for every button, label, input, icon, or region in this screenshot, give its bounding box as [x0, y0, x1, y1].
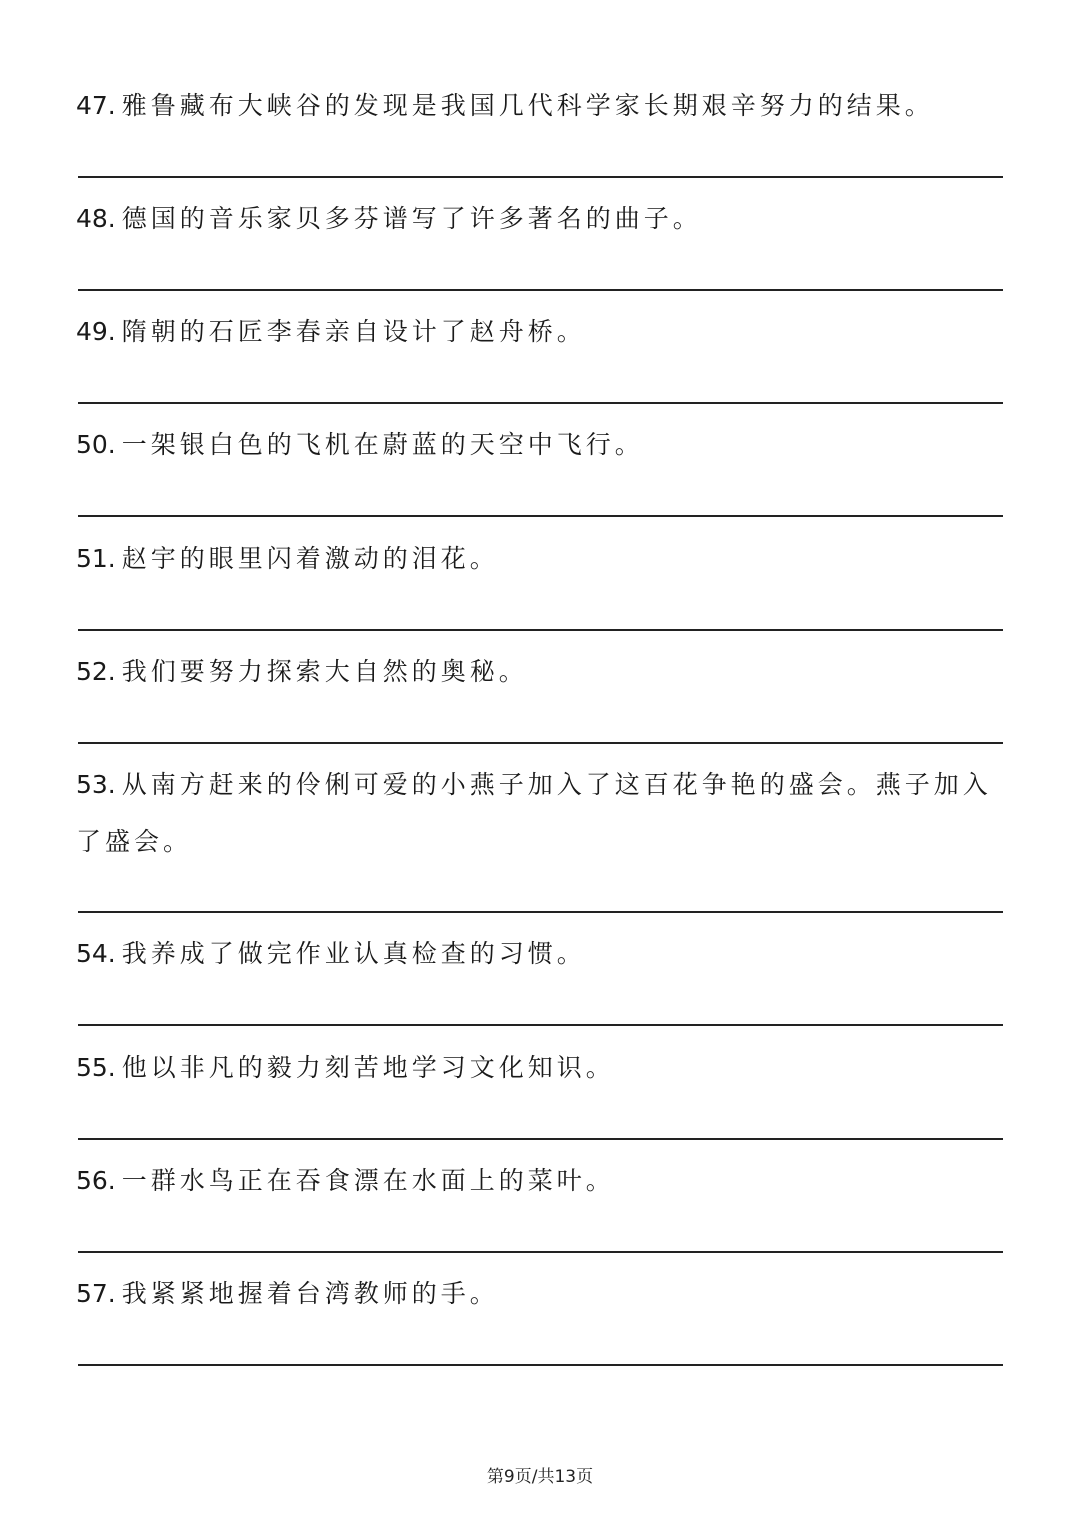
question-text: [76, 530, 1004, 587]
answer-line[interactable]: [78, 742, 1003, 744]
question-sentence: 一架银白色的飞机在蔚蓝的天空中飞行。: [121, 430, 644, 459]
question-number: 53.: [76, 770, 116, 799]
question-sentence: 我养成了做完作业认真检查的习惯。: [121, 939, 586, 968]
question-sentence: 一群水鸟正在吞食漂在水面上的菜叶。: [121, 1166, 615, 1195]
question-sentence: 赵宇的眼里闪着激动的泪花。: [121, 544, 499, 573]
question-number: 57.: [76, 1279, 116, 1308]
answer-line[interactable]: [78, 515, 1003, 517]
question-48: [76, 190, 1004, 247]
question-55: [76, 1039, 1004, 1096]
question-number: 48.: [76, 204, 116, 233]
question-number: 55.: [76, 1053, 116, 1082]
answer-line[interactable]: [78, 1138, 1003, 1140]
question-52: [76, 643, 1004, 700]
question-text: [76, 303, 1004, 360]
question-sentence: 德国的音乐家贝多芬谱写了许多著名的曲子。: [121, 204, 702, 233]
question-sentence: 我紧紧地握着台湾教师的手。: [121, 1279, 499, 1308]
question-text: [76, 925, 1004, 982]
question-47: [76, 77, 1004, 134]
question-text: [76, 1265, 1004, 1322]
answer-line[interactable]: [78, 176, 1003, 178]
page-number-footer: 第9页/共13页: [486, 1467, 594, 1487]
answer-line[interactable]: [78, 911, 1003, 913]
question-number: 52.: [76, 657, 116, 686]
question-49: [76, 303, 1004, 360]
question-text: [76, 190, 1004, 247]
question-sentence: 从南方赶来的伶俐可爱的小燕子加入了这百花争艳的盛会。燕子加入了盛会。: [76, 770, 992, 856]
answer-line[interactable]: [78, 1024, 1003, 1026]
question-text: [76, 1152, 1004, 1209]
answer-line[interactable]: [78, 289, 1003, 291]
question-number: 49.: [76, 317, 116, 346]
question-51: [76, 530, 1004, 587]
answer-line[interactable]: [78, 1364, 1003, 1366]
question-text: [76, 643, 1004, 700]
question-text: [76, 1039, 1004, 1096]
question-sentence: 雅鲁藏布大峡谷的发现是我国几代科学家长期艰辛努力的结果。: [121, 91, 934, 120]
question-57: [76, 1265, 1004, 1322]
question-sentence: 我们要努力探索大自然的奥秘。: [121, 657, 528, 686]
question-54: [76, 925, 1004, 982]
question-50: [76, 416, 1004, 473]
question-sentence: 隋朝的石匠李春亲自设计了赵舟桥。: [121, 317, 586, 346]
question-53: [76, 756, 1004, 870]
question-text: [76, 77, 1004, 134]
question-number: 51.: [76, 544, 116, 573]
question-number: 50.: [76, 430, 116, 459]
answer-line[interactable]: [78, 1251, 1003, 1253]
question-number: 54.: [76, 939, 116, 968]
answer-line[interactable]: [78, 402, 1003, 404]
question-number: 56.: [76, 1166, 116, 1195]
question-text: [76, 756, 1004, 870]
question-text: [76, 416, 1004, 473]
question-number: 47.: [76, 91, 116, 120]
answer-line[interactable]: [78, 629, 1003, 631]
question-56: [76, 1152, 1004, 1209]
question-sentence: 他以非凡的毅力刻苦地学习文化知识。: [121, 1053, 615, 1082]
